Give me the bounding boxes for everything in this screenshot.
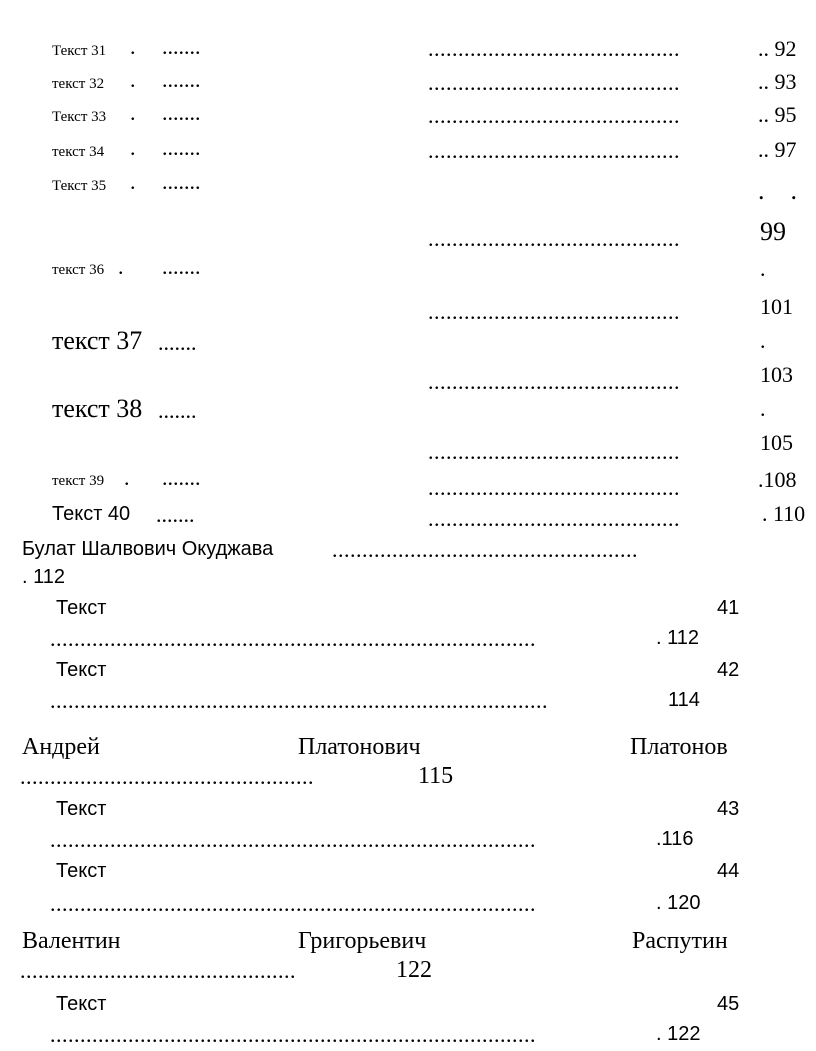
text-number: 44: [717, 860, 740, 882]
text-leader-dots: .................................................................................: [50, 827, 536, 852]
toc-lead-dots: .......: [162, 169, 201, 194]
toc-trail-dots: .: [760, 256, 766, 281]
toc-page: 103: [760, 362, 793, 387]
author-first-name: Валентин: [22, 928, 121, 954]
text-number: 45: [717, 993, 740, 1015]
toc-leader-dots: ..........................................: [428, 36, 680, 61]
toc-mark: .: [130, 34, 136, 59]
text-word: Текст: [56, 659, 107, 681]
toc-lead-dots: .......: [162, 100, 201, 125]
text-word: Текст: [56, 597, 107, 619]
text-leader-dots: .................................................................................: [50, 626, 536, 651]
text-page: 114: [668, 689, 700, 711]
text-word: Текст: [56, 993, 107, 1015]
toc-leader-dots: ..........................................: [428, 439, 680, 464]
text-word: Текст: [56, 860, 107, 882]
toc-trail-dots: .: [760, 328, 766, 353]
toc-page: .108: [758, 467, 797, 492]
toc-leader-dots: ..........................................: [428, 299, 680, 324]
toc-mark: .: [130, 169, 136, 194]
toc-leader-dots: ..........................................: [428, 70, 680, 95]
text-leader-dots: .................................................................................: [50, 891, 536, 916]
toc-leader-dots: ..........................................: [428, 138, 680, 163]
toc-label: текст 39: [52, 473, 105, 489]
toc-trail-dots: . .: [758, 176, 797, 205]
text-page: .116: [656, 828, 694, 850]
toc-mark: .: [130, 135, 136, 160]
toc-page: 105: [760, 430, 793, 455]
toc-label: текст 32: [52, 76, 105, 92]
toc-page: . 110: [762, 501, 806, 526]
toc-lead-dots: .......: [162, 67, 201, 92]
author-leader-dots: .................................................: [20, 764, 314, 789]
toc-page: .. 93: [758, 69, 797, 94]
author-page: . 112: [22, 566, 65, 588]
text-page: . 122: [656, 1023, 701, 1045]
text-number: 42: [717, 659, 740, 681]
toc-leader-dots: ..........................................: [428, 506, 680, 531]
author-middle-name: Григорьевич: [298, 928, 427, 954]
toc-leader-dots: ..........................................: [428, 226, 680, 251]
toc-label: Текст 33: [52, 109, 107, 125]
toc-label: текст 36: [52, 262, 105, 278]
toc-lead-dots: .......: [158, 398, 197, 423]
toc-mark: .: [118, 254, 124, 279]
toc-label: Текст 31: [52, 43, 107, 59]
toc-page: .. 95: [758, 102, 797, 127]
text-leader-dots: ...................................................................................: [50, 688, 548, 713]
toc-mark: .: [130, 100, 136, 125]
toc-lead-dots: .......: [162, 34, 201, 59]
toc-leader-dots: ..........................................: [428, 475, 680, 500]
toc-page: 99: [760, 217, 786, 246]
author-leader-dots: ...................................................: [332, 537, 638, 562]
toc-mark: .: [130, 67, 136, 92]
toc-lead-dots: .......: [162, 135, 201, 160]
author-last-name: Распутин: [632, 928, 728, 954]
text-leader-dots: .................................................................................: [50, 1022, 536, 1047]
toc-trail-dots: .: [760, 396, 766, 421]
text-page: . 112: [656, 627, 699, 649]
toc-lead-dots: .......: [158, 330, 197, 355]
toc-page: .. 92: [758, 36, 797, 61]
toc-lead-dots: .......: [162, 465, 201, 490]
text-number: 43: [717, 798, 740, 820]
text-number: 41: [717, 597, 740, 619]
toc-leader-dots: ..........................................: [428, 369, 680, 394]
author-leader-dots: ..............................................: [20, 958, 296, 983]
author-page: 115: [412, 763, 454, 789]
toc-mark: .: [124, 465, 130, 490]
toc-label: Текст 35: [52, 178, 107, 194]
author-page: 122: [390, 957, 432, 983]
author-name: Булат Шалвович Окуджава: [22, 538, 274, 560]
author-middle-name: Платонович: [298, 734, 421, 760]
toc-lead-dots: .......: [156, 502, 195, 527]
toc-label: текст 38: [52, 394, 143, 423]
toc-page: 101: [760, 294, 793, 319]
author-last-name: Платонов: [630, 734, 728, 760]
toc-label: текст 34: [52, 144, 105, 160]
text-word: Текст: [56, 798, 107, 820]
toc-page: .. 97: [758, 137, 797, 162]
text-page: . 120: [656, 892, 701, 914]
author-first-name: Андрей: [22, 734, 100, 760]
toc-leader-dots: ..........................................: [428, 103, 680, 128]
toc-label: текст 37: [52, 326, 143, 355]
toc-label: Текст 40: [52, 503, 131, 525]
toc-lead-dots: .......: [162, 254, 201, 279]
